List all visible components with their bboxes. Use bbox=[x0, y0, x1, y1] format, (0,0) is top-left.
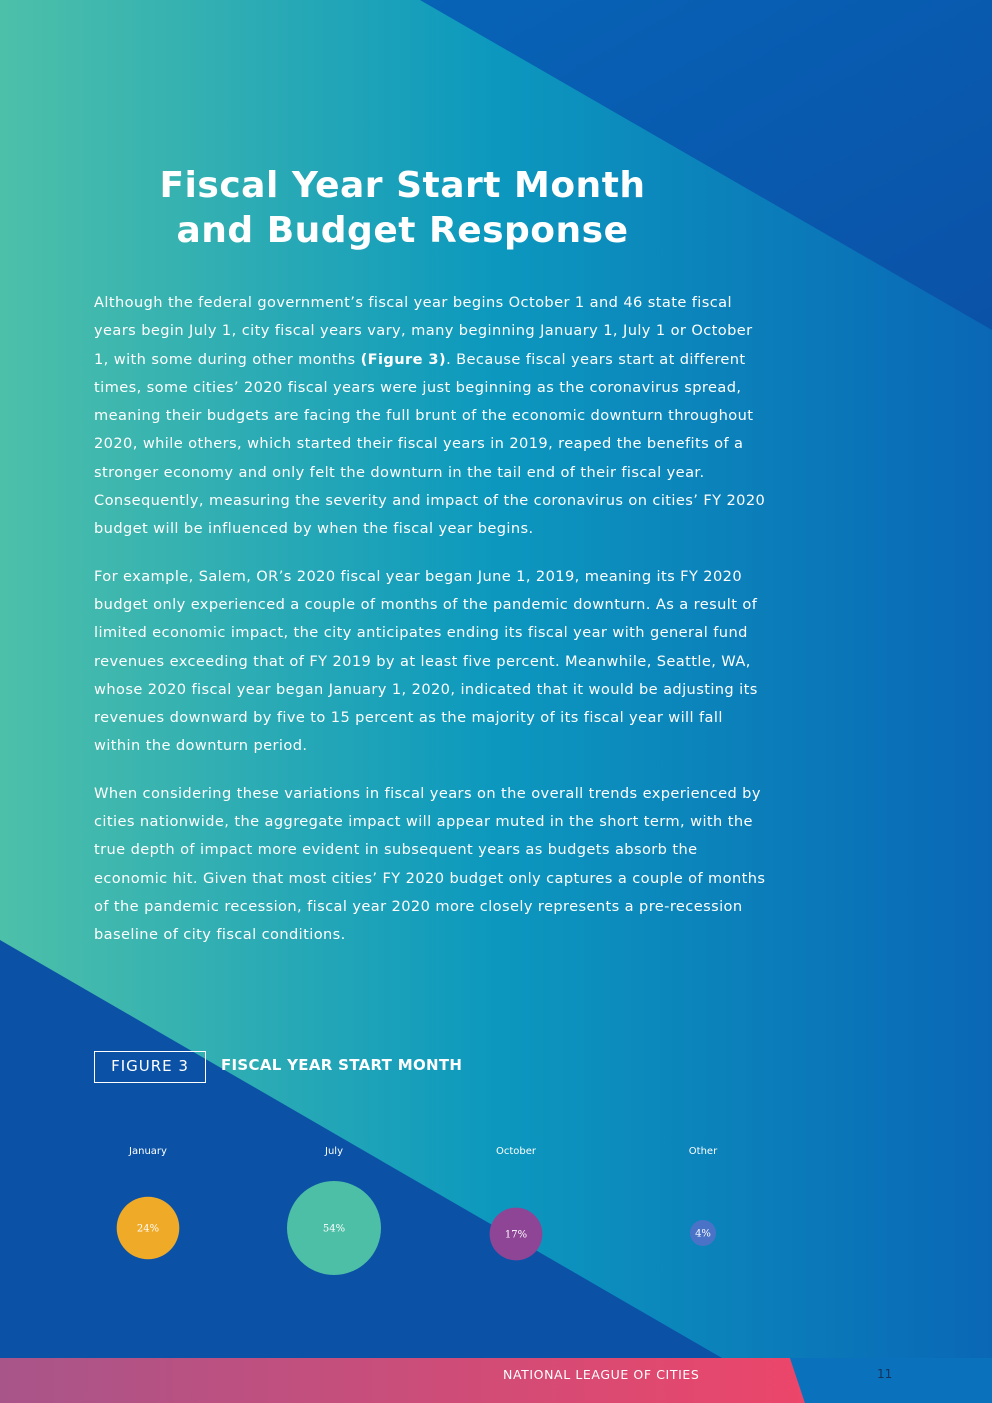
page-title-line-2: and Budget Response bbox=[176, 210, 629, 251]
paragraph-2: For example, Salem, OR’s 2020 fiscal year began June 1, 2019, meaning its FY 2020 budget only experienced a couple of months of the pandemic downturn. As a result of limited economic impact, the city anticipates ending its fiscal year with general fund revenues exceeding that of FY 2019 by at least five percent. Meanwhile, Seattle, WA, whose 2020 fiscal year began January 1, 2020, indicated that it would be adjusting its revenues downward by five to 15 percent as the majority of its fiscal year will fall within the downturn period. bbox=[94, 567, 758, 755]
paragraph-1-text-b: . Because fiscal years start at different times, some cities’ 2020 fiscal years were just beginning as the coronavirus spread, meaning their budgets are facing the full brunt of the economic downturn throughout 2020, while others, which started their fiscal years in 2019, reaped the benefits of a stronger economy and only felt the downturn in the tail end of their fiscal year. Consequently, measuring the severity and impact of the coronavirus on cities’ FY 2020 budget will be influenced by when the fiscal year begins. bbox=[94, 350, 766, 538]
paragraph-3: When considering these variations in fiscal years on the overall trends experienced by cities nationwide, the aggregate impact will appear muted in the short term, with the true depth of impact more evident in subsequent years as budgets absorb the economic hit. Given that most cities’ FY 2020 budget only captures a couple of months of the pandemic recession, fiscal year 2020 more closely represents a pre-recession baseline of city fiscal conditions. bbox=[94, 784, 766, 944]
figure-title: FISCAL YEAR START MONTH bbox=[221, 1056, 463, 1074]
value-label-october: 17% bbox=[504, 1229, 528, 1241]
figure-badge: FIGURE 3 bbox=[94, 1051, 206, 1083]
category-label-january: January bbox=[129, 1146, 167, 1157]
value-label-other: 4% bbox=[695, 1228, 711, 1240]
footer-org-name: NATIONAL LEAGUE OF CITIES bbox=[503, 1367, 700, 1382]
value-label-january: 24% bbox=[136, 1223, 160, 1235]
figure-3-reference: (Figure 3) bbox=[360, 350, 447, 368]
value-label-july: 54% bbox=[322, 1223, 346, 1235]
category-label-july: July bbox=[325, 1146, 343, 1157]
category-label-other: Other bbox=[688, 1146, 718, 1157]
paragraph-1-text-a: Although the federal government’s fiscal year begins October 1 and 46 state fiscal years begin July 1, city fiscal years vary, many beginning January 1, July 1 or October 1, with some during other months bbox=[94, 294, 753, 368]
page-number: 11 bbox=[877, 1367, 893, 1381]
category-label-october: October bbox=[495, 1146, 537, 1157]
page-title-line-1: Fiscal Year Start Month bbox=[159, 165, 646, 206]
